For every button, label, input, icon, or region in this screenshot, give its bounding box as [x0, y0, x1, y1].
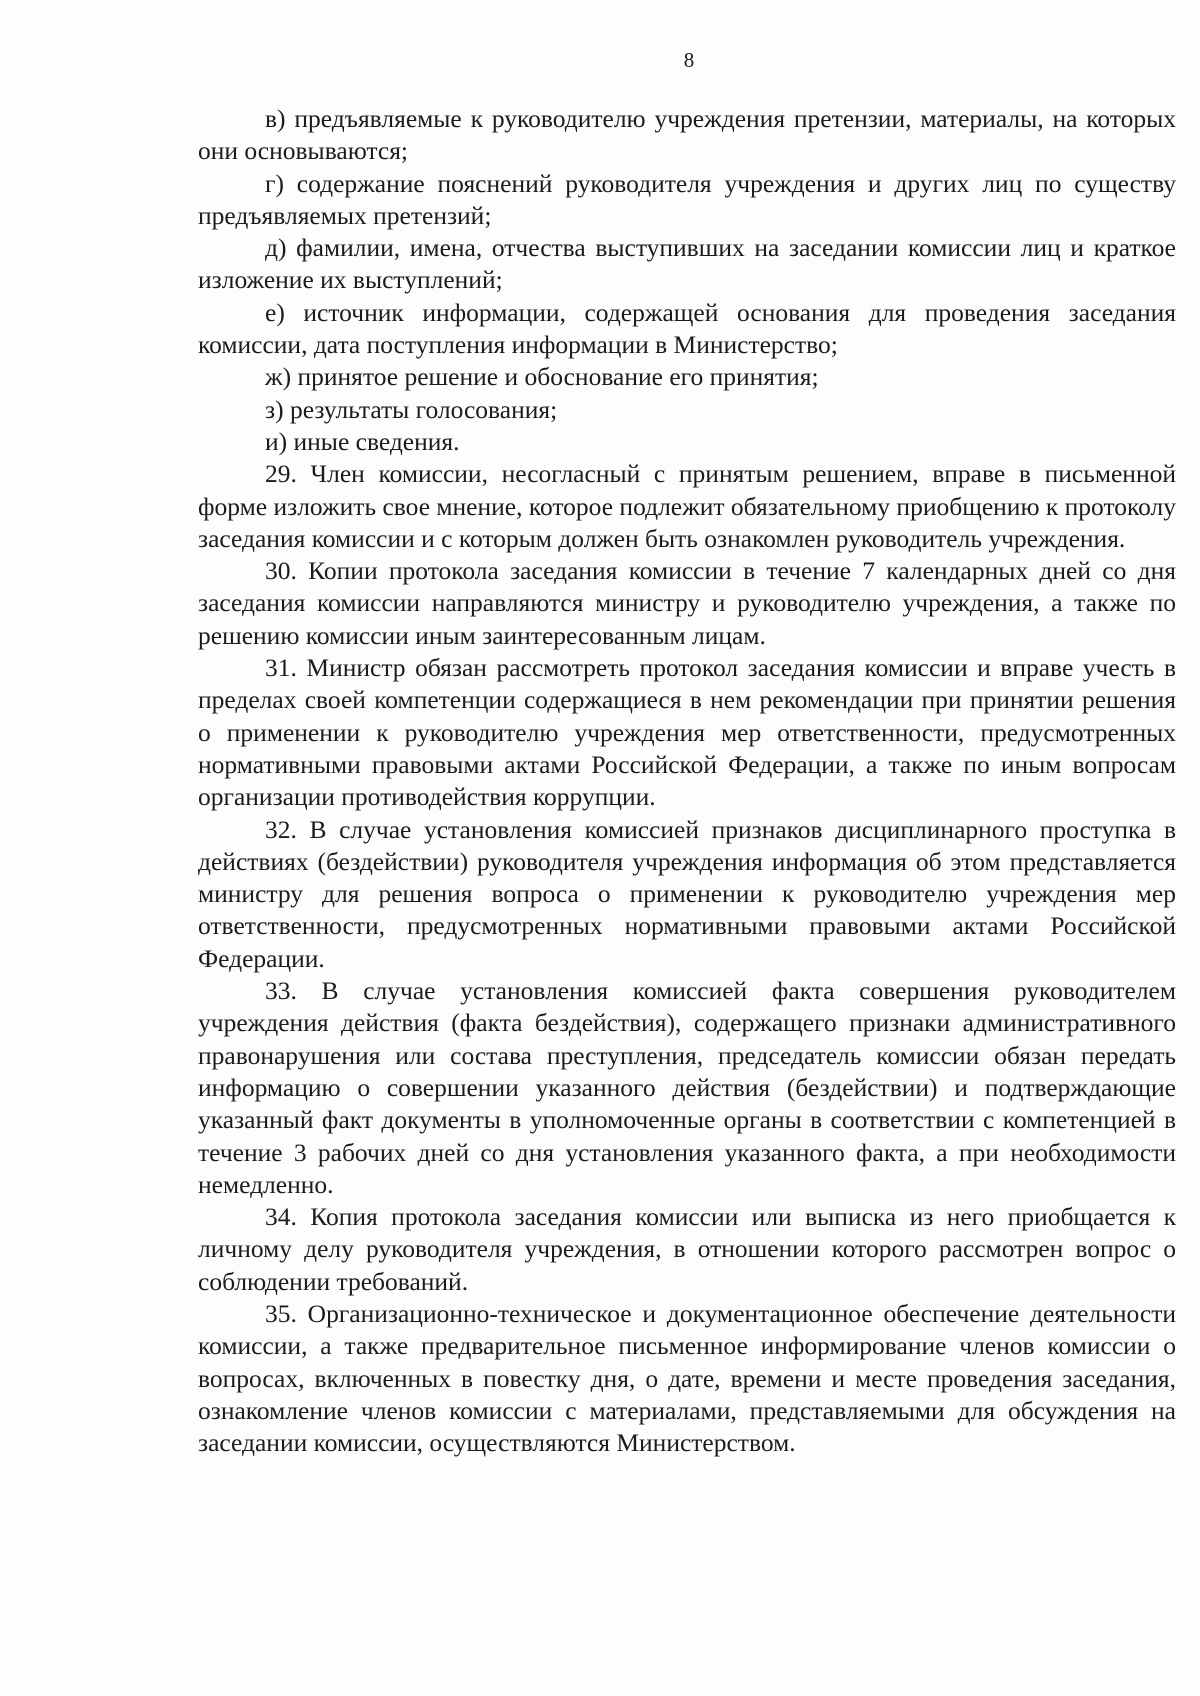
- paragraph-clause-31: 31. Министр обязан рассмотреть протокол заседания комиссии и вправе учесть в пределах своей компетенции содержащиеся в нем рекомендации при принятии решения о применении к руководителю учреждения мер ответственности, предусмотренных нормативными правовыми актами Российской Федерации, а также по иным вопросам организации противодействия коррупции.: [198, 653, 1176, 812]
- paragraph-item-d: д) фамилии, имена, отчества выступивших на заседании комиссии лиц и краткое изложение их выступлений;: [198, 233, 1176, 295]
- paragraph-item-e: е) источник информации, содержащей основания для проведения заседания комиссии, дата поступления информации в Министерство;: [198, 297, 1176, 360]
- paragraph-item-i: и) иные сведения.: [265, 426, 460, 456]
- paragraph-clause-34: 34. Копия протокола заседания комиссии или выписка из него приобщается к личному делу руководителя учреждения, в отношении которого рассмотрен вопрос о соблюдении требований.: [198, 1202, 1176, 1296]
- paragraph-clause-33: 33. В случае установления комиссией факта совершения руководителем учреждения действия (факта бездействия), содержащего признаки административного правонарушения или состава преступления, председатель комиссии обязан передать информацию о совершении указанного действия (бездействии) и подтверждающие указанный факт документы в уполномоченные органы в соответствии с компетенцией в течение 3 рабочих дней со дня установления указанного факта, а при необходимости немедленно.: [198, 976, 1176, 1199]
- paragraph-item-zh: ж) принятое решение и обоснование его принятия;: [265, 362, 819, 392]
- page-number: 8: [683, 48, 695, 72]
- paragraph-clause-32: 32. В случае установления комиссией признаков дисциплинарного проступка в действиях (бездействии) руководителя учреждения информация об этом представляется министру для решения вопроса о применении к руководителю учреждения мер ответственности, предусмотренных нормативными правовыми актами Российской Федерации.: [198, 814, 1176, 973]
- paragraph-clause-35: 35. Организационно-техническое и документационное обеспечение деятельности комиссии, а также предварительное письменное информирование членов комиссии о вопросах, включенных в повестку дня, о дате, времени и месте проведения заседания, ознакомление членов комиссии с материалами, представляемыми для обсуждения на заседании комиссии, осуществляются Министерством.: [198, 1298, 1176, 1458]
- paragraph-clause-30: 30. Копии протокола заседания комиссии в течение 7 календарных дней со дня заседания комиссии направляются министру и руководителю учреждения, а также по решению комиссии иным заинтересованным лицам.: [198, 556, 1176, 650]
- paragraph-item-g: г) содержание пояснений руководителя учреждения и других лиц по существу предъявляемых претензий;: [198, 168, 1176, 230]
- paragraph-item-v: в) предъявляемые к руководителю учреждения претензии, материалы, на которых они основываются;: [198, 104, 1176, 166]
- paragraph-item-z: з) результаты голосования;: [265, 394, 558, 424]
- document-body: [198, 103, 1176, 1459]
- paragraph-clause-29: 29. Член комиссии, несогласный с принятым решением, вправе в письменной форме изложить свое мнение, которое подлежит обязательному приобщению к протоколу заседания комиссии и с которым должен быть ознакомлен руководитель учреждения.: [198, 459, 1176, 553]
